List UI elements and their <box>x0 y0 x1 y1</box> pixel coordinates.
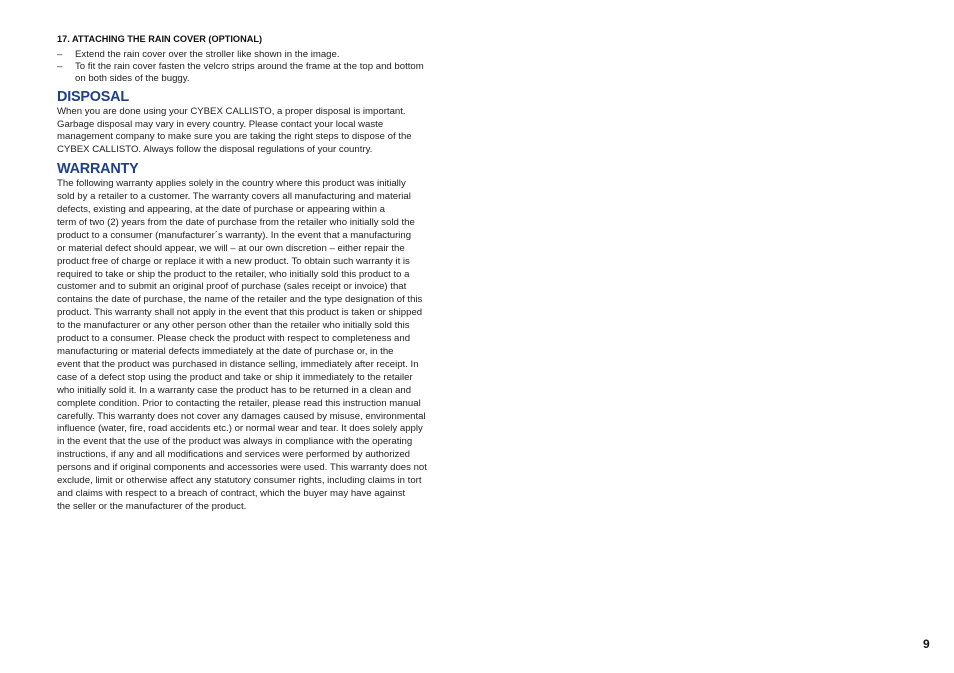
dash-bullet: – <box>57 61 63 73</box>
paragraph-line: product. This warranty shall not apply in the event that this product is taken or shipped <box>57 307 423 319</box>
paragraph-line: persons and if original components and accessories were used. This warranty does not <box>57 462 427 474</box>
paragraph-line: When you are done using your CYBEX CALLISTO, a proper disposal is important. <box>57 105 406 117</box>
paragraph-line: complete condition. Prior to contacting the retailer, please read this instruction manual <box>57 397 421 409</box>
disposal-heading: DISPOSAL <box>57 88 129 105</box>
paragraph-line: event that the product was purchased in distance selling, immediately after receipt. In <box>57 358 419 370</box>
paragraph-line: instructions, if any and all modifications and services were performed by authorized <box>57 449 411 461</box>
paragraph-line: defects, existing and appearing, at the date of purchase or appearing within a <box>57 204 386 216</box>
paragraph-line: sold by a retailer to a customer. The warranty covers all manufacturing and material <box>57 191 411 203</box>
paragraph-line: required to take or ship the product to the retailer, who initially sold this product to a <box>57 268 410 280</box>
paragraph-line: product free of charge or replace it with a new product. To obtain such warranty it is <box>57 255 410 267</box>
page-number: 9 <box>923 637 930 651</box>
paragraph-line: influence (water, fire, road accidents etc.) or normal wear and tear. It does solely apply <box>57 423 423 435</box>
paragraph-line: product to a consumer. Please check the product with respect to completeness and <box>57 333 411 345</box>
paragraph-line: and claims with respect to a breach of contract, which the buyer may have against <box>57 487 406 499</box>
rain-cover-subtitle: 17. ATTACHING THE RAIN COVER (OPTIONAL) <box>57 34 263 44</box>
paragraph-line: management company to make sure you are taking the right steps to dispose of the <box>57 131 412 143</box>
paragraph-line: the seller or the manufacturer of the product. <box>57 500 247 512</box>
paragraph-line: carefully. This warranty does not cover any damages caused by misuse, environmental <box>57 410 426 422</box>
paragraph-line: product to a consumer (manufacturer´s warranty). In the event that a manufacturing <box>57 229 412 241</box>
disposal-paragraph <box>57 106 482 158</box>
rain-cover-steps <box>57 49 482 86</box>
paragraph-line: or material defect should appear, we will – at our own discretion – either repair the <box>57 242 405 254</box>
paragraph-line: contains the date of purchase, the name of the retailer and the type designation of this <box>57 294 423 306</box>
list-item <box>57 49 482 61</box>
paragraph-line: term of two (2) years from the date of purchase from the retailer who initially sold the <box>57 216 415 228</box>
paragraph-line: case of a defect stop using the product and take or ship it immediately to the retailer <box>57 371 413 383</box>
paragraph-line: exclude, limit or otherwise affect any statutory consumer rights, including claims in tort <box>57 475 422 487</box>
paragraph-line: to the manufacturer or any other person other than the retailer who initially sold this <box>57 320 410 332</box>
paragraph-line: CYBEX CALLISTO. Always follow the disposal regulations of your country. <box>57 144 373 156</box>
list-item <box>57 61 482 85</box>
paragraph-line: manufacturing or material defects immediately at the date of purchase or, in the <box>57 346 394 358</box>
step-text: Extend the rain cover over the stroller like shown in the image. <box>75 49 340 60</box>
paragraph-line: in the event that the use of the product was always in compliance with the operating <box>57 436 413 448</box>
paragraph-line: who initially sold it. In a warranty case the product has to be returned in a clean and <box>57 384 412 396</box>
text-column <box>57 33 482 514</box>
paragraph-line: The following warranty applies solely in the country where this product was initially <box>57 178 406 190</box>
warranty-heading: WARRANTY <box>57 161 139 178</box>
dash-bullet: – <box>57 49 63 60</box>
paragraph-line: customer and to submit an original proof of purchase (sales receipt or invoice) that <box>57 281 407 293</box>
paragraph-line: Garbage disposal may vary in every country. Please contact your local waste <box>57 118 384 130</box>
step-text-line: on both sides of the buggy. <box>75 73 190 85</box>
warranty-paragraph <box>57 178 482 514</box>
step-text-line: To fit the rain cover fasten the velcro strips around the frame at the top and bottom <box>75 61 424 73</box>
